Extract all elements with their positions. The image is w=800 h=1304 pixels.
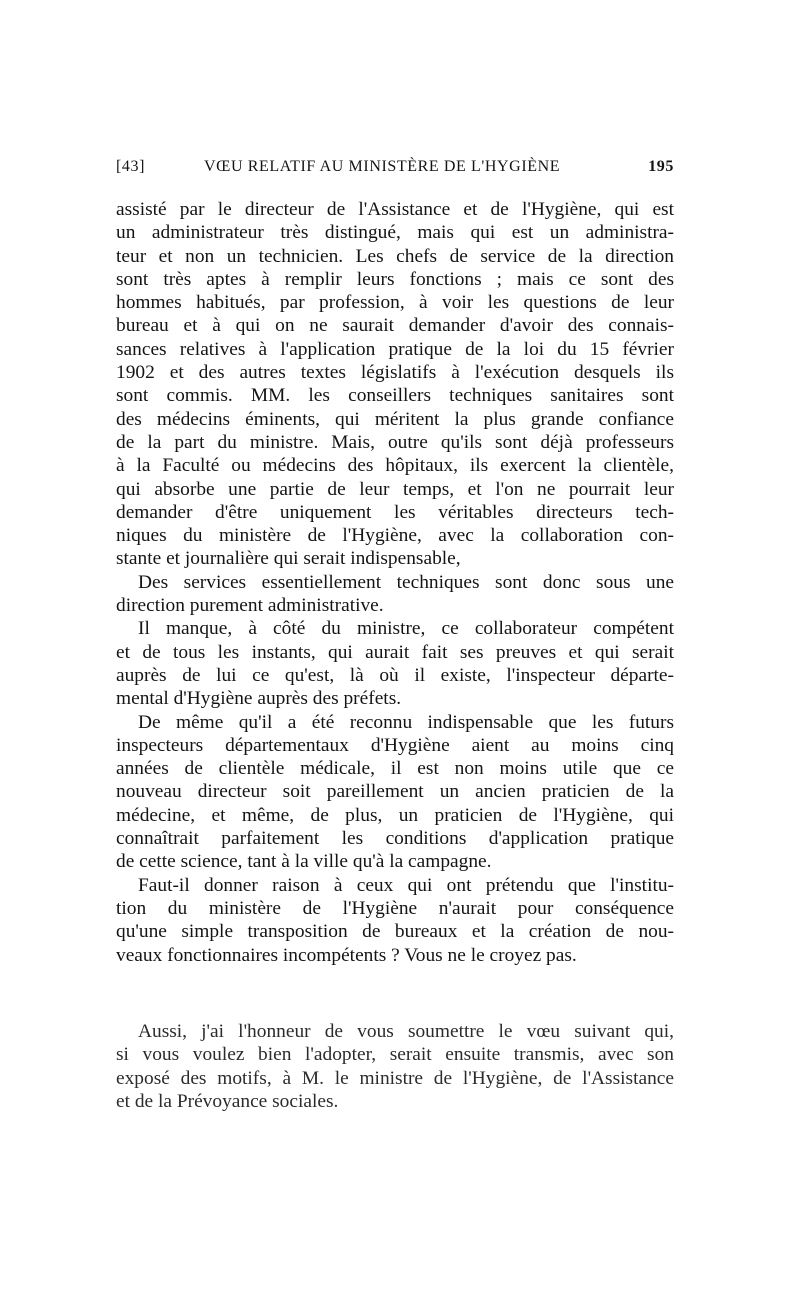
paragraph-3 <box>116 617 674 710</box>
text-line: qui absorbe une partie de leur temps, et l'on ne pourrait leur <box>116 478 674 500</box>
paragraph-4 <box>116 711 674 874</box>
text-line: Aussi, j'ai l'honneur de vous soumettre le vœu suivant qui, <box>138 1021 674 1042</box>
text-line: De même qu'il a été reconnu indispensable que les futurs <box>138 711 674 733</box>
paragraph-1 <box>116 198 674 571</box>
text-line: demander d'être uniquement les véritables directeurs tech- <box>116 501 674 523</box>
text-line: assisté par le directeur de l'Assistance et de l'Hygiène, qui est <box>116 199 674 220</box>
text-line: inspecteurs départementaux d'Hygiène aient au moins cinq <box>116 734 674 756</box>
running-title: VŒU RELATIF AU MINISTÈRE DE L'HYGIÈNE <box>204 158 561 175</box>
text-line: un administrateur très distingué, mais qui est un administra- <box>116 222 674 244</box>
text-line: de cette science, tant à la ville qu'à la campagne. <box>116 851 492 873</box>
text-line: et de la Prévoyance sociales. <box>116 1090 339 1112</box>
text-line: niques du ministère de l'Hygiène, avec la collaboration con- <box>116 525 674 547</box>
text-line: tion du ministère de l'Hygiène n'aurait pour conséquence <box>116 897 674 919</box>
text-line: Faut-il donner raison à ceux qui ont prétendu que l'institu- <box>138 874 674 896</box>
text-line: Il manque, à côté du ministre, ce collaborateur compétent <box>138 618 674 640</box>
text-line: à la Faculté ou médecins des hôpitaux, ils exercent la clientèle, <box>116 455 674 477</box>
text-line: exposé des motifs, à M. le ministre de l'Hygiène, de l'Assistance <box>116 1067 674 1089</box>
text-line: bureau et à qui on ne saurait demander d'avoir des connais- <box>116 315 674 337</box>
running-head <box>116 158 674 184</box>
left-folio: [43] <box>116 158 146 175</box>
text-line: Des services essentiellement techniques sont donc sous une <box>138 571 674 593</box>
text-line: sances relatives à l'application pratique de la loi du 15 février <box>116 338 674 360</box>
text-line: et de tous les instants, qui aurait fait ses preuves et qui serait <box>116 641 674 663</box>
text-line: nouveau directeur soit pareillement un ancien praticien de la <box>116 781 674 803</box>
text-line: veaux fonctionnaires incompétents ? Vous ne le croyez pas. <box>116 944 577 966</box>
text-line: hommes habitués, par profession, à voir les questions de leur <box>116 292 674 314</box>
text-line: années de clientèle médicale, il est non moins utile que ce <box>116 758 674 780</box>
text-line: stante et journalière qui serait indispensable, <box>116 548 461 570</box>
text-line: médecine, et même, de plus, un praticien de l'Hygiène, qui <box>116 804 674 826</box>
text-line: sont commis. MM. les conseillers techniques sanitaires sont <box>116 385 674 407</box>
text-line: teur et non un technicien. Les chefs de service de la direction <box>116 245 674 267</box>
body-text <box>116 198 674 967</box>
paragraph-5 <box>116 874 674 967</box>
text-line: connaîtrait parfaitement les conditions d'application pratique <box>116 828 674 850</box>
closing-paragraph <box>116 1020 674 1113</box>
text-line: de la part du ministre. Mais, outre qu'ils sont déjà professeurs <box>116 431 674 453</box>
text-line: sont très aptes à remplir leurs fonctions ; mais ce sont des <box>116 268 674 290</box>
text-line: des médecins éminents, qui méritent la plus grande confiance <box>116 408 674 430</box>
page-number: 195 <box>648 158 674 175</box>
text-line: direction purement administrative. <box>116 595 384 617</box>
text-line: 1902 et des autres textes législatifs à l'exécution desquels ils <box>116 362 674 384</box>
text-line: si vous voulez bien l'adopter, serait ensuite transmis, avec son <box>116 1044 674 1066</box>
text-line: auprès de lui ce qu'est, là où il existe, l'inspecteur départe- <box>116 664 674 686</box>
text-line: mental d'Hygiène auprès des préfets. <box>116 688 402 710</box>
text-line: qu'une simple transposition de bureaux et la création de nou- <box>116 921 674 943</box>
paragraph-2 <box>116 571 674 618</box>
